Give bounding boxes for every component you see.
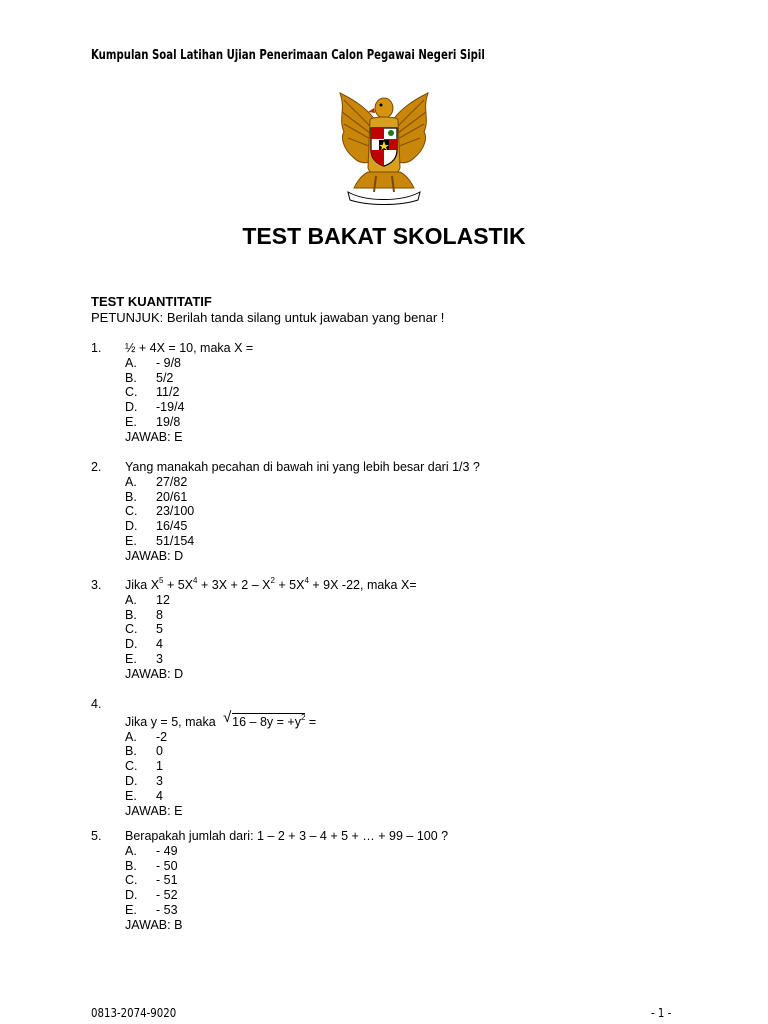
question-5 xyxy=(91,829,448,933)
option-e[interactable]: E. 3 xyxy=(125,651,163,666)
garuda-emblem-icon xyxy=(330,88,438,206)
option-a[interactable]: A. 12 xyxy=(125,592,170,607)
option-a[interactable]: A. 27/82 xyxy=(125,474,188,489)
question-number: 2. xyxy=(91,460,102,474)
option-b[interactable]: B. - 50 xyxy=(125,858,178,873)
option-e[interactable]: E. 19/8 xyxy=(125,414,181,429)
instruction-text: PETUNJUK: Berilah tanda silang untuk jawaban yang benar ! xyxy=(91,310,445,325)
question-number: 5. xyxy=(91,829,102,843)
question-number: 4. xyxy=(91,697,102,711)
option-c[interactable]: C. 1 xyxy=(125,759,163,774)
answer-key: JAWAB: E xyxy=(125,429,183,444)
option-d[interactable]: D. - 52 xyxy=(125,888,178,903)
question-text: Yang manakah pecahan di bawah ini yang lebih besar dari 1/3 ? xyxy=(125,460,480,474)
question-4 xyxy=(91,697,316,818)
option-d[interactable]: D. 3 xyxy=(125,773,163,788)
question-number: 3. xyxy=(91,578,102,592)
answer-key: JAWAB: D xyxy=(125,548,184,563)
option-b[interactable]: B. 5/2 xyxy=(125,370,174,385)
question-text: Berapakah jumlah dari: 1 – 2 + 3 – 4 + 5 + … + 99 – 100 ? xyxy=(125,829,449,843)
option-a[interactable]: A. -2 xyxy=(125,729,168,744)
option-c[interactable]: C. 23/100 xyxy=(125,504,195,519)
option-c[interactable]: C. 5 xyxy=(125,622,163,637)
option-b[interactable]: B. 8 xyxy=(125,607,163,622)
option-c[interactable]: C. - 51 xyxy=(125,873,178,888)
option-a[interactable]: A. - 49 xyxy=(125,843,178,858)
square-root-icon: √ $16 - 8y = +y^2$ xyxy=(223,708,306,729)
option-b[interactable]: B. 20/61 xyxy=(125,489,188,504)
option-a[interactable]: A. - 9/8 xyxy=(125,355,182,370)
answer-key: JAWAB: B xyxy=(125,917,183,932)
answer-key: JAWAB: D xyxy=(125,666,184,681)
question-text: ½ + 4X = 10, maka X = xyxy=(125,341,254,355)
document-header: Kumpulan Soal Latihan Ujian Penerimaan Calon Pegawai Negeri Sipil xyxy=(91,48,485,63)
question-number: 1. xyxy=(91,341,102,355)
question-1 xyxy=(91,341,253,445)
question-2 xyxy=(91,460,480,564)
option-d[interactable]: D. 16/45 xyxy=(125,519,188,534)
option-d[interactable]: D. 4 xyxy=(125,637,163,652)
footer-phone: 0813-2074-9020 xyxy=(91,1006,177,1020)
option-e[interactable]: E. 4 xyxy=(125,788,163,803)
question-3 xyxy=(91,578,417,682)
document-title: TEST BAKAT SKOLASTIK xyxy=(242,223,526,249)
option-d[interactable]: D. -19/4 xyxy=(125,400,185,415)
answer-key: JAWAB: E xyxy=(125,803,183,818)
question-text: Jika $X^5 + 5X^4 + 3X + 2 - X^2 + 5X^4 + 9X$ -22, maka X= xyxy=(125,576,417,592)
page-number: - 1 - xyxy=(651,1006,672,1020)
option-b[interactable]: B. 0 xyxy=(125,744,163,759)
option-e[interactable]: E. 51/154 xyxy=(125,533,195,548)
question-text: Jika y = 5, maka √ $16 - 8y = +y^2$ = xyxy=(125,708,317,729)
section-heading: TEST KUANTITATIF xyxy=(91,294,212,309)
option-c[interactable]: C. 11/2 xyxy=(125,385,180,400)
option-e[interactable]: E. - 53 xyxy=(125,902,178,917)
